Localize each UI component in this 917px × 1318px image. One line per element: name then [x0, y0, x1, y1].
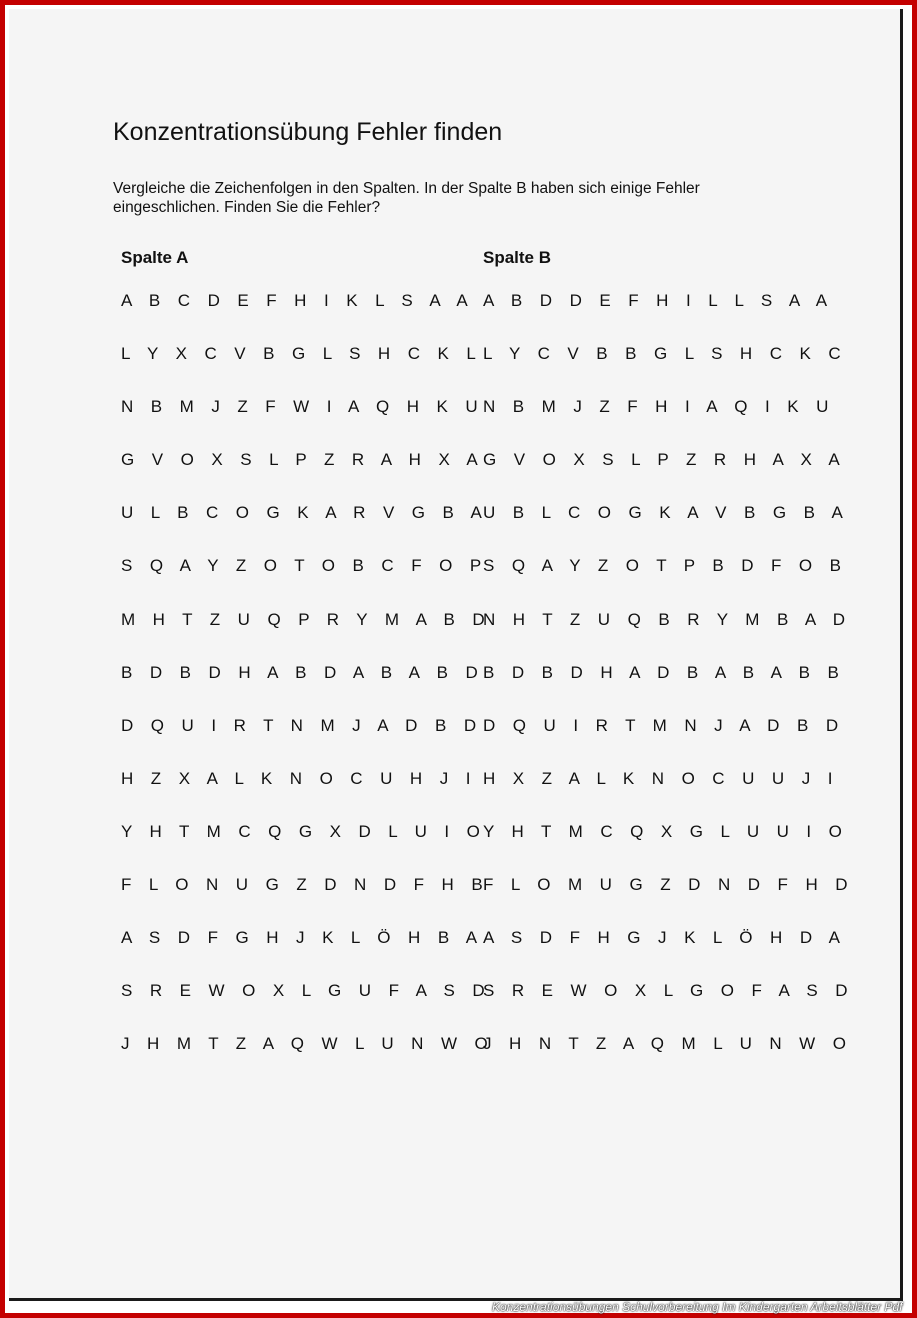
footer-caption: Konzentrationsübungen Schulvorbereitung Im Kindergarten Arbeitsblätter Pdf — [492, 1300, 903, 1314]
column-b-row: J H N T Z A Q M L U N W O — [483, 1034, 853, 1054]
column-a-row: U L B C O G K A R V G B A — [121, 503, 489, 523]
column-b-row: D Q U I R T M N J A D B D — [483, 715, 845, 735]
column-a-row: S R E W O X L G U F A S D — [121, 981, 492, 1001]
column-a-row: M H T Z U Q P R Y M A B D — [121, 609, 492, 629]
column-a-row: J H M T Z A Q W L U N W O — [121, 1034, 495, 1054]
column-a-row: H Z X A L K N O C U H J I — [121, 768, 477, 788]
column-b-row: F L O M U G Z D N D F H D — [483, 875, 854, 895]
column-b-row: B D B D H A D B A B A B B — [483, 662, 846, 682]
column-b-row: N B M J Z F H I A Q I K U — [483, 397, 835, 417]
instructions-text: Vergleiche die Zeichenfolgen in den Spalten. In der Spalte B haben sich einige Fehler eingeschlichen. Finden Sie die Fehler? — [113, 180, 700, 216]
column-a-rows — [121, 291, 494, 1087]
column-a-row: B D B D H A B D A B A B D — [121, 662, 485, 682]
column-a-row: G V O X S L P Z R A H X A — [121, 450, 485, 470]
column-a-row: S Q A Y Z O T O B C F O P — [121, 556, 488, 576]
column-a-header: Spalte A — [121, 248, 189, 267]
column-b-row: L Y C V B B G L S H C K C — [483, 344, 848, 364]
column-a-row: L Y X C V B G L S H C K L — [121, 344, 483, 364]
column-a-row: Y H T M C Q G X D L U I O — [121, 821, 487, 841]
column-a-row: A B C D E F H I K L S A A — [121, 291, 475, 310]
column-b-row: Y H T M C Q X G L U U I O — [483, 821, 849, 841]
column-b-header: Spalte B — [483, 248, 552, 267]
page-title: Konzentrationsübung Fehler finden — [113, 118, 503, 146]
column-a-row: F L O N U G Z D N D F H B — [121, 875, 490, 895]
column-b-row: A B D D E F H I L L S A A — [483, 291, 834, 310]
column-a-row: D Q U I R T N M J A D B D — [121, 715, 483, 735]
column-a-row: N B M J Z F W I A Q H K U — [121, 397, 485, 417]
column-b-row: N H T Z U Q B R Y M B A D — [483, 609, 852, 629]
column-b-rows — [483, 291, 854, 1087]
column-b-row: S R E W O X L G O F A S D — [483, 981, 854, 1001]
column-b-row: H X Z A L K N O C U U J I — [483, 768, 839, 788]
column-b-row: S Q A Y Z O T P B D F O B — [483, 556, 848, 576]
column-b-row: U B L C O G K A V B G B A — [483, 503, 850, 523]
column-a-row: A S D F G H J K L Ö H B A — [121, 928, 484, 948]
column-b-row: G V O X S L P Z R H A X A — [483, 450, 847, 470]
worksheet-page — [9, 9, 903, 1301]
column-b-row: A S D F H G J K L Ö H D A — [483, 928, 847, 948]
